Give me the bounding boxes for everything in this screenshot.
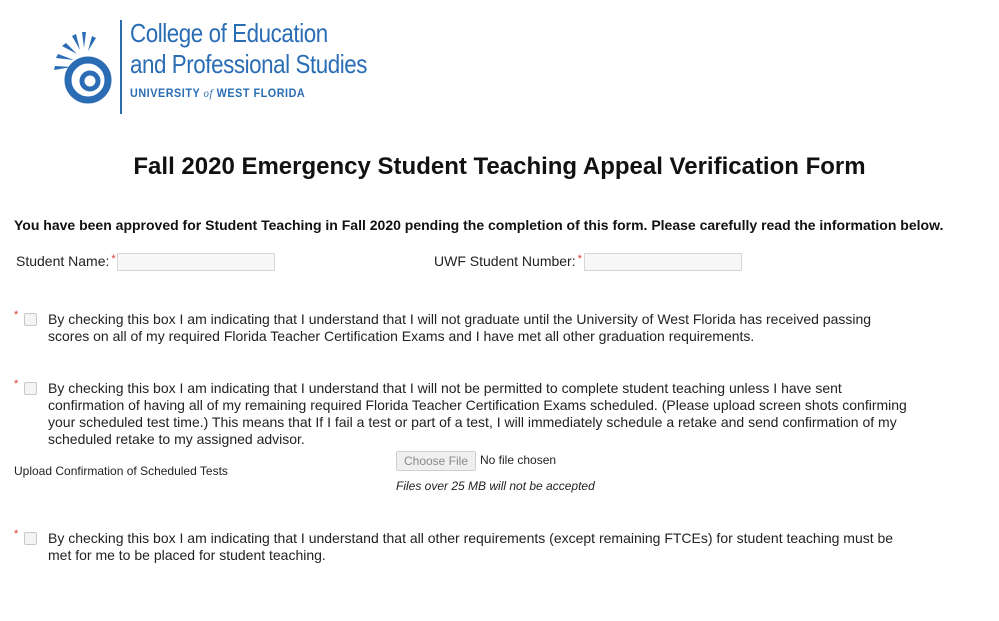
intro-text: You have been approved for Student Teaching in Fall 2020 pending the completion of this form. Please carefully read the information below. bbox=[14, 217, 944, 233]
exams-checkbox[interactable] bbox=[24, 382, 37, 395]
student-number-label-text: UWF Student Number: bbox=[434, 253, 576, 269]
logo-divider bbox=[120, 20, 122, 114]
choose-file-button[interactable]: Choose File bbox=[396, 451, 476, 471]
agreement-row-requirements bbox=[14, 530, 914, 566]
student-number-label bbox=[434, 253, 582, 269]
required-marker: * bbox=[14, 309, 19, 321]
college-logo bbox=[52, 18, 368, 118]
requirements-checkbox[interactable] bbox=[24, 532, 37, 545]
required-marker: * bbox=[577, 253, 582, 265]
logo-line-university bbox=[130, 86, 378, 101]
student-name-label bbox=[16, 253, 116, 269]
nautilus-shell-icon bbox=[52, 24, 112, 104]
requirements-agreement-text: By checking this box I am indicating that I understand that all other requirements (except remaining FTCEs) for student teaching must be met for me to be placed for student teaching. bbox=[48, 530, 894, 563]
file-status-text: No file chosen bbox=[480, 453, 557, 467]
logo-university-b: WEST FLORIDA bbox=[213, 86, 306, 100]
logo-university-a: UNIVERSITY bbox=[130, 86, 204, 100]
file-size-note: Files over 25 MB will not be accepted bbox=[396, 479, 595, 493]
exams-agreement-text: By checking this box I am indicating that I understand that I will not be permitted to complete student teaching unless I have sent confirmation of having all of my remaining required Florida Teacher Certification Exams scheduled. (Please upload screen shots confirming your scheduled test time.) This means that If I fail a test or part of a test, I will immediately schedule a retake and send confirmation of my scheduled retake to my assigned advisor. bbox=[48, 380, 907, 447]
agreement-row-graduation bbox=[14, 311, 894, 347]
required-marker: * bbox=[14, 528, 19, 540]
agreement-row-exams bbox=[14, 380, 914, 450]
form-title: Fall 2020 Emergency Student Teaching Appeal Verification Form bbox=[133, 153, 866, 180]
upload-label: Upload Confirmation of Scheduled Tests bbox=[14, 464, 228, 478]
graduation-checkbox[interactable] bbox=[24, 313, 37, 326]
logo-line-studies: and Professional Studies bbox=[130, 49, 368, 79]
logo-wordmark bbox=[130, 18, 406, 101]
student-number-input[interactable] bbox=[584, 253, 742, 271]
logo-university-of: of bbox=[203, 86, 214, 100]
student-name-input[interactable] bbox=[117, 253, 275, 271]
required-marker: * bbox=[111, 253, 116, 265]
student-name-label-text: Student Name: bbox=[16, 253, 110, 269]
logo-line-college: College of Education bbox=[130, 18, 328, 48]
required-marker: * bbox=[14, 378, 19, 390]
graduation-agreement-text: By checking this box I am indicating that I understand that I will not graduate until the University of West Florida has received passing scores on all of my required Florida Teacher Certification Exams and I have met all other graduation requirements. bbox=[48, 311, 872, 344]
